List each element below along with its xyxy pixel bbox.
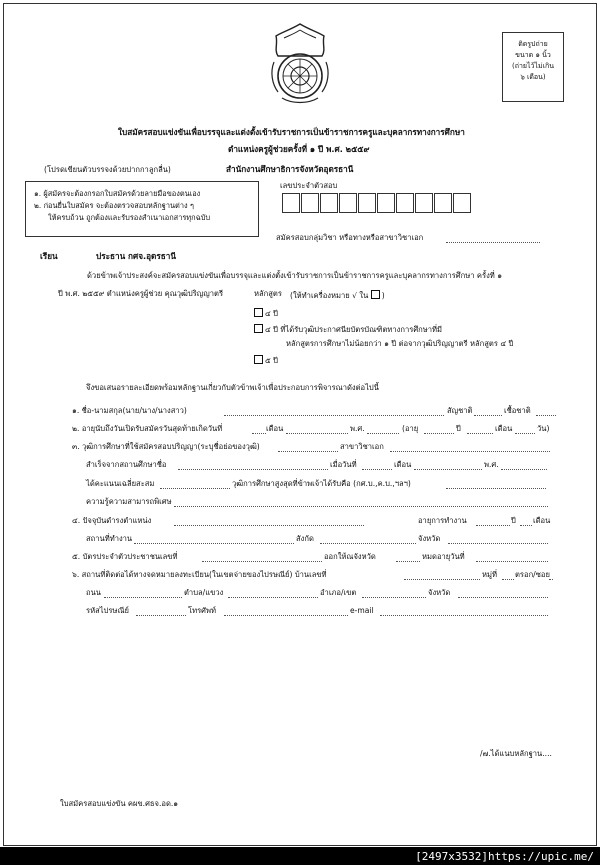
service-year-unit: ปี [511,516,516,525]
exam-id-cell[interactable] [282,193,300,213]
exam-id-cell[interactable] [339,193,357,213]
issued-province-label: ออกให้ณจังหวัด [324,552,376,561]
handwriting-note: (โปรดเขียนตัวบรรจงด้วยปากกาลูกลื่น) [44,165,171,174]
checkbox-icon[interactable] [254,324,263,333]
gpa-label: ได้คะแนนเฉลี่ยสะสม [86,479,155,488]
form-subtitle: ตำแหน่งครูผู้ช่วยครั้งที่ ๑ ปี พ.ศ. ๒๕๕๙ [228,144,370,154]
institution-field[interactable] [178,469,328,470]
office-name: สำนักงานศึกษาธิการจังหวัดอุดรธานี [226,164,354,174]
service-month-unit: เดือน [533,516,551,525]
soi-label: ตรอก/ซอย [515,570,550,579]
amphoe-field[interactable] [362,597,426,598]
checkbox-icon [371,290,380,299]
subject-field[interactable] [446,242,540,243]
address-province-label: จังหวัด [428,588,451,597]
birth-day-field[interactable] [252,433,266,434]
gpa-field[interactable] [160,488,230,489]
checkbox-icon[interactable] [254,308,263,317]
ministry-seal-logo [268,22,332,106]
expiry-label: หมดอายุวันที่ [422,552,465,561]
exam-id-cell[interactable] [358,193,376,213]
age-year-unit: ปี [456,424,461,433]
email-label: e-mail [350,606,374,615]
mark-hint-text: (ให้ทำเครื่องหมาย √ ใน [290,291,369,300]
form-title: ใบสมัครสอบแข่งขันเพื่อบรรจุและแต่งตั้งเข้ารับราชการเป็นข้าราชการครูและบุคลากรทางการศึกษา [118,127,465,137]
address-label: ๖. สถานที่ติดต่อได้ทางจดหมายลงทะเบียน(ในเขตจ่ายของไปรษณีย์) บ้านเลขที่ [72,570,327,579]
salutation-text: ประธาน กศจ.อุดรธานี [96,251,176,261]
degree-field[interactable] [278,451,338,452]
photo-box-line: ๖ เดือน) [520,73,546,81]
expiry-field[interactable] [476,561,548,562]
instruction-item: ๑. ผู้สมัครจะต้องกรอกใบสมัครด้วยลายมือของตนเอง [34,189,201,198]
workplace-field[interactable] [134,543,294,544]
graduation-month-label: เดือน [394,460,412,469]
age-day-unit: วัน) [537,424,550,433]
details-intro: จึงขอเสนอรายละเอียดพร้อมหลักฐานเกี่ยวกับตัวข้าพเจ้าเพื่อประกอบการพิจารณาดังต่อไปนี้ [86,383,379,392]
issued-province-field[interactable] [396,561,420,562]
birth-month-field[interactable] [286,433,348,434]
nationality-label: สัญชาติ [447,406,473,415]
watermark-bar [0,847,600,865]
intro-line-2: ปี พ.ศ. ๒๕๕๙ ตำแหน่งครูผู้ช่วย คุณวุฒิปริญญาตรี [58,289,224,298]
email-field[interactable] [380,615,548,616]
option-label-continued: หลักสูตรการศึกษาไม่น้อยกว่า ๑ ปี ต่อจากวุฒิปริญญาตรี หลักสูตร ๔ ปี [286,339,514,348]
form-code: ใบสมัครสอบแข่งขัน คผข.ศธจ.อด.๑ [60,799,179,808]
photo-placeholder-box [502,32,564,102]
name-label: ๑. ชื่อ-นามสกุล(นาย/นาง/นางสาว) [72,406,187,415]
id-card-field[interactable] [202,561,322,562]
soi-field[interactable] [549,579,553,580]
house-number-field[interactable] [404,579,480,580]
phone-field[interactable] [224,615,348,616]
exam-id-cell[interactable] [301,193,319,213]
major-label: สาขาวิชาเอก [340,442,384,451]
exam-id-cell[interactable] [320,193,338,213]
id-card-label: ๕. บัตรประจำตัวประชาชนเลขที่ [72,552,178,561]
graduation-date-label: เมื่อวันที่ [330,460,357,469]
instructions-box [25,181,259,237]
name-field[interactable] [224,415,444,416]
nationality-field[interactable] [474,415,502,416]
exam-id-cell[interactable] [377,193,395,213]
ethnicity-field[interactable] [536,415,556,416]
special-skills-field[interactable] [174,506,548,507]
exam-id-cells[interactable] [282,193,472,213]
age-days-field[interactable] [515,433,535,434]
checkbox-icon[interactable] [254,355,263,364]
exam-id-cell[interactable] [415,193,433,213]
exam-id-label: เลขประจำตัวสอบ [280,181,338,190]
affiliation-label: สังกัด [296,534,314,543]
amphoe-label: อำเภอ/เขต [320,588,357,597]
moo-label: หมู่ที่ [482,570,498,579]
mark-hint-close: ) [381,291,385,300]
position-field[interactable] [174,525,364,526]
exam-id-cell[interactable] [434,193,452,213]
watermark-text: [2497x3532]https://upic.me/ [415,850,594,863]
degree-label: ๓. วุฒิการศึกษาที่ใช้สมัครสอบปริญญา(ระบุชื่อย่อของวุฒิ) [72,442,260,451]
age-month-unit: เดือน [495,424,513,433]
salutation-label: เรียน [40,251,58,261]
workplace-label: สถานที่ทำงาน [86,534,133,543]
tambon-field[interactable] [228,597,318,598]
exam-id-cell[interactable] [396,193,414,213]
attachment-note: /๗.ได้แนบหลักฐาน.... [480,749,552,758]
exam-id-cell[interactable] [453,193,471,213]
intro-line-1: ด้วยข้าพเจ้าประสงค์จะสมัครสอบแข่งขันเพื่อบรรจุและแต่งตั้งเข้ารับราชการเป็นข้าราชการครูและบุคลากรทางการศึกษา ครั้งที่ ๑ [87,271,503,280]
age-months-field[interactable] [467,433,493,434]
graduation-day-field[interactable] [362,469,392,470]
ethnicity-label: เชื้อชาติ [504,406,531,415]
road-field[interactable] [104,597,182,598]
age-label: ๒. อายุนับถึงวันเปิดรับสมัครวันสุดท้ายเกิดวันที่ [72,424,223,433]
service-label: อายุการทำงาน [418,516,467,525]
tambon-label: ตำบล/แขวง [184,588,224,597]
workplace-province-label: จังหวัด [418,534,441,543]
major-field[interactable] [390,451,550,452]
highest-degree-label: วุฒิการศึกษาสูงสุดที่ข้าพเจ้าได้รับคือ (กศ.บ.,ค.บ.,ฯลฯ) [232,479,411,488]
instruction-item: ให้ครบถ้วน ถูกต้องและรับรองสำเนาเอกสารทุกฉบับ [48,213,211,222]
age-open-label: (อายุ [402,424,419,433]
highest-degree-field[interactable] [446,488,546,489]
birth-month-label: เดือน [266,424,284,433]
phone-label: โทรศัพท์ [188,606,216,615]
postcode-label: รหัสไปรษณีย์ [86,606,129,615]
postcode-field[interactable] [136,615,186,616]
birth-year-label: พ.ศ. [350,424,365,433]
option-4-years-grad-diploma[interactable] [254,324,442,334]
position-label: ๔. ปัจจุบันดำรงตำแหน่ง [72,516,152,525]
address-province-field[interactable] [458,597,548,598]
course-label: หลักสูตร [254,289,282,298]
moo-field[interactable] [502,579,514,580]
birth-year-field[interactable] [367,433,399,434]
option-label: ๕ ปี [265,356,278,365]
option-4-years[interactable] [254,308,278,318]
road-label: ถนน [86,588,101,597]
special-skills-label: ความรู้ความสามารถพิเศษ [86,497,172,506]
affiliation-field[interactable] [320,543,416,544]
option-label: ๔ ปี [265,309,278,318]
service-months-field[interactable] [520,525,532,526]
option-label: ๔ ปี ที่ได้รับวุฒิประกาศนียบัตรบัณฑิตทางการศึกษาที่มี [265,325,443,334]
graduation-year-label: พ.ศ. [484,460,499,469]
age-years-field[interactable] [424,433,454,434]
photo-box-line: ขนาด ๑ นิ้ว [515,51,551,59]
option-5-years[interactable] [254,355,278,365]
institution-label: สำเร็จจากสถานศึกษาชื่อ [86,460,167,469]
service-years-field[interactable] [476,525,510,526]
graduation-month-field[interactable] [414,469,482,470]
subject-label: สมัครสอบกลุ่มวิชา หรือทางหรือสาขาวิชาเอก [276,233,424,242]
mark-hint [290,290,385,300]
workplace-province-field[interactable] [448,543,548,544]
photo-box-line: ติดรูปถ่าย [518,40,548,48]
instruction-item: ๒. ก่อนยื่นใบสมัคร จะต้องตรวจสอบหลักฐานต่าง ๆ [34,201,194,210]
graduation-year-field[interactable] [501,469,547,470]
photo-box-line: (ถ่ายไว้ไม่เกิน [511,62,554,70]
